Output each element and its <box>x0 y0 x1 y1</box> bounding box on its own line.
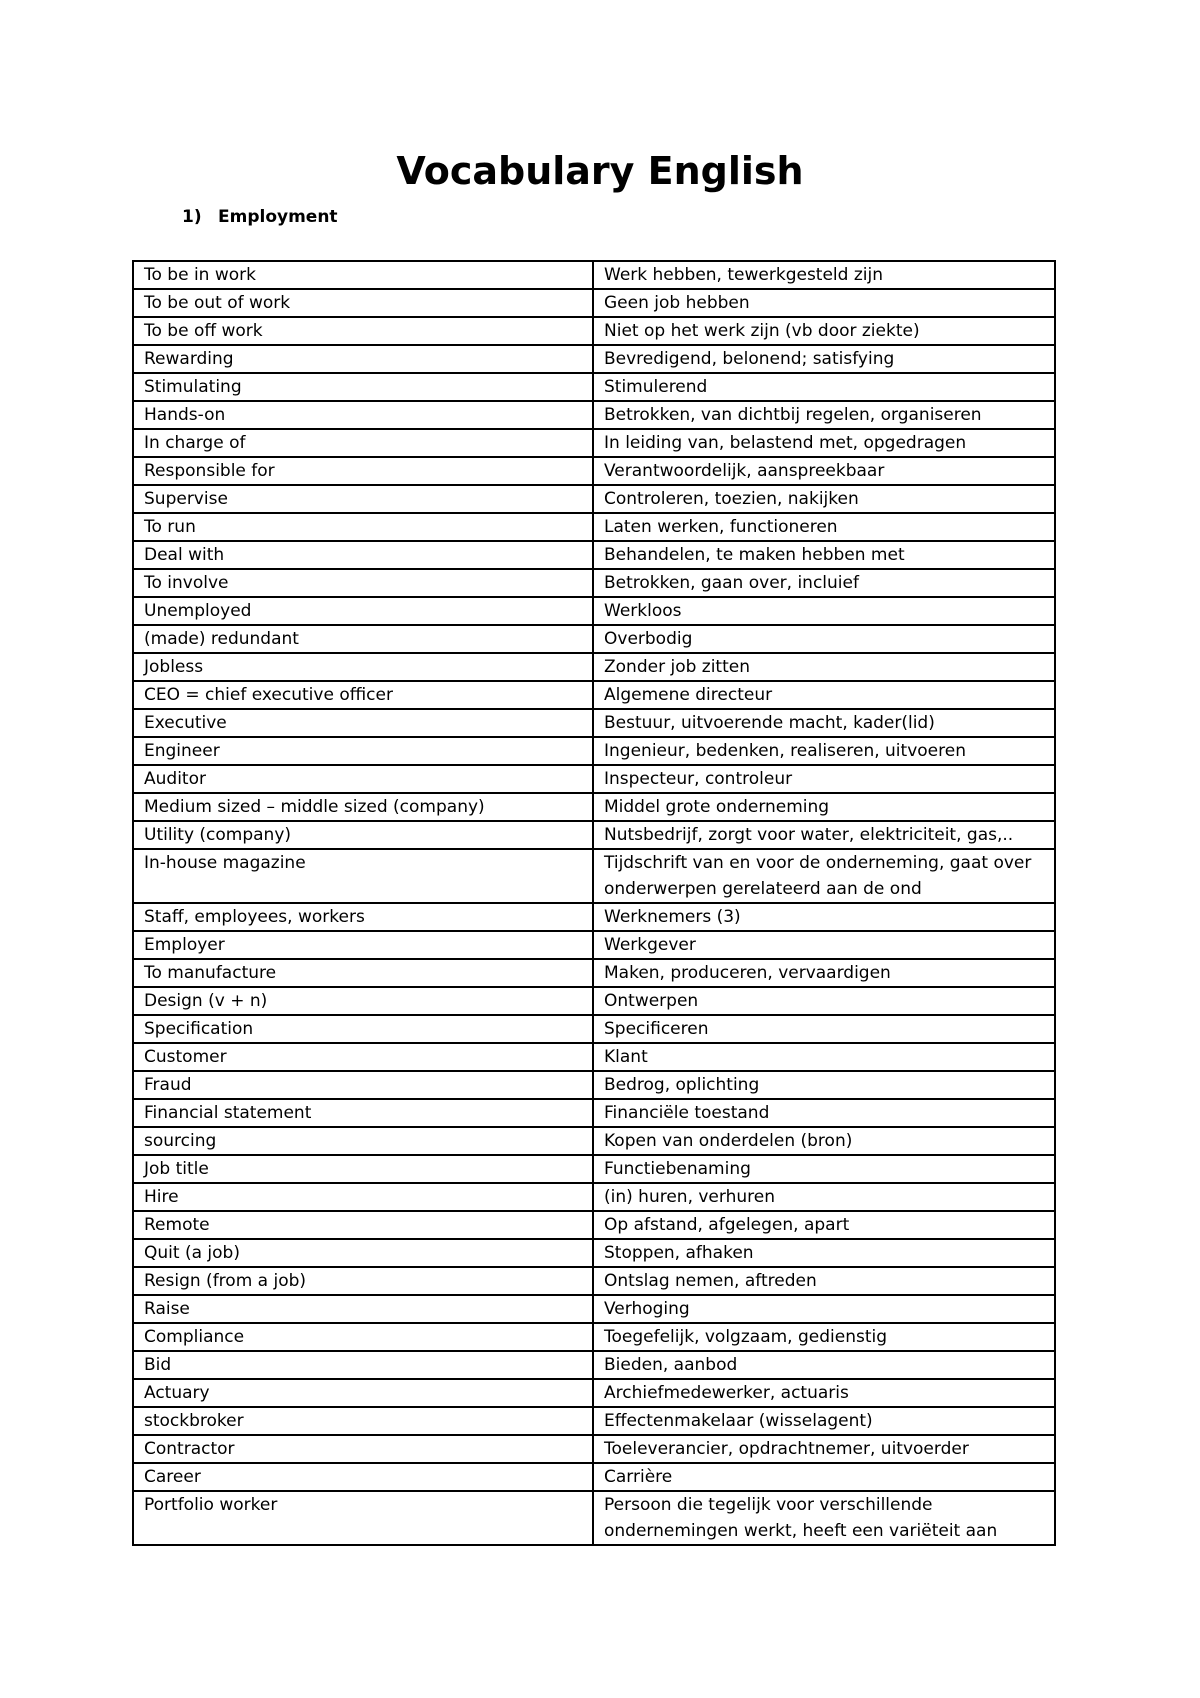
english-term: To manufacture <box>133 959 593 987</box>
table-row <box>133 345 1055 373</box>
english-term: Hands-on <box>133 401 593 429</box>
dutch-translation: Middel grote onderneming <box>593 793 1055 821</box>
table-row <box>133 457 1055 485</box>
dutch-translation: Ontslag nemen, aftreden <box>593 1267 1055 1295</box>
dutch-translation: Financiële toestand <box>593 1099 1055 1127</box>
english-term: CEO = chief executive officer <box>133 681 593 709</box>
table-row <box>133 1099 1055 1127</box>
dutch-translation: (in) huren, verhuren <box>593 1183 1055 1211</box>
dutch-translation: Ontwerpen <box>593 987 1055 1015</box>
english-term: Deal with <box>133 541 593 569</box>
english-term: Remote <box>133 1211 593 1239</box>
vocabulary-table <box>132 260 1056 1546</box>
table-row <box>133 1239 1055 1267</box>
dutch-translation: Op afstand, afgelegen, apart <box>593 1211 1055 1239</box>
english-term: Fraud <box>133 1071 593 1099</box>
english-term: Employer <box>133 931 593 959</box>
dutch-translation: Maken, produceren, vervaardigen <box>593 959 1055 987</box>
dutch-translation: Controleren, toezien, nakijken <box>593 485 1055 513</box>
table-row <box>133 1491 1055 1545</box>
table-row <box>133 1379 1055 1407</box>
english-term: Rewarding <box>133 345 593 373</box>
english-term: stockbroker <box>133 1407 593 1435</box>
table-row <box>133 1183 1055 1211</box>
dutch-translation: Bevredigend, belonend; satisfying <box>593 345 1055 373</box>
table-row <box>133 317 1055 345</box>
english-term: Actuary <box>133 1379 593 1407</box>
english-term: Unemployed <box>133 597 593 625</box>
dutch-translation: Werknemers (3) <box>593 903 1055 931</box>
table-row <box>133 987 1055 1015</box>
dutch-translation: Effectenmakelaar (wisselagent) <box>593 1407 1055 1435</box>
table-row <box>133 597 1055 625</box>
english-term: Design (v + n) <box>133 987 593 1015</box>
english-term: Medium sized – middle sized (company) <box>133 793 593 821</box>
dutch-translation: Inspecteur, controleur <box>593 765 1055 793</box>
table-row <box>133 1351 1055 1379</box>
section-title: Employment <box>218 207 338 227</box>
dutch-translation: Carrière <box>593 1463 1055 1491</box>
dutch-translation: Persoon die tegelijk voor verschillende ondernemingen werkt, heeft een variëteit aan <box>593 1491 1055 1545</box>
english-term: Quit (a job) <box>133 1239 593 1267</box>
table-row <box>133 737 1055 765</box>
table-row <box>133 1407 1055 1435</box>
table-row <box>133 1267 1055 1295</box>
table-row <box>133 1323 1055 1351</box>
table-row <box>133 821 1055 849</box>
table-row <box>133 903 1055 931</box>
dutch-translation: In leiding van, belastend met, opgedragen <box>593 429 1055 457</box>
english-term: (made) redundant <box>133 625 593 653</box>
table-row <box>133 681 1055 709</box>
table-row <box>133 765 1055 793</box>
dutch-translation: Ingenieur, bedenken, realiseren, uitvoeren <box>593 737 1055 765</box>
table-row <box>133 931 1055 959</box>
english-term: Resign (from a job) <box>133 1267 593 1295</box>
dutch-translation: Laten werken, functioneren <box>593 513 1055 541</box>
section-number: 1) <box>182 207 202 227</box>
table-row <box>133 1071 1055 1099</box>
table-row <box>133 261 1055 289</box>
english-term: To run <box>133 513 593 541</box>
dutch-translation: Betrokken, van dichtbij regelen, organiseren <box>593 401 1055 429</box>
english-term: To be in work <box>133 261 593 289</box>
dutch-translation: Zonder job zitten <box>593 653 1055 681</box>
table-row <box>133 373 1055 401</box>
document-title: Vocabulary English <box>396 149 804 193</box>
dutch-translation: Tijdschrift van en voor de onderneming, gaat over onderwerpen gerelateerd aan de ond <box>593 849 1055 903</box>
dutch-translation: Geen job hebben <box>593 289 1055 317</box>
dutch-translation: Bestuur, uitvoerende macht, kader(lid) <box>593 709 1055 737</box>
english-term: Stimulating <box>133 373 593 401</box>
table-row <box>133 569 1055 597</box>
dutch-translation: Stimulerend <box>593 373 1055 401</box>
dutch-translation: Toegefelijk, volgzaam, gedienstig <box>593 1323 1055 1351</box>
table-row <box>133 1043 1055 1071</box>
english-term: Staff, employees, workers <box>133 903 593 931</box>
dutch-translation: Bedrog, oplichting <box>593 1071 1055 1099</box>
table-row <box>133 625 1055 653</box>
english-term: sourcing <box>133 1127 593 1155</box>
dutch-translation: Niet op het werk zijn (vb door ziekte) <box>593 317 1055 345</box>
dutch-translation: Klant <box>593 1043 1055 1071</box>
english-term: Engineer <box>133 737 593 765</box>
english-term: To involve <box>133 569 593 597</box>
table-row <box>133 1435 1055 1463</box>
english-term: To be out of work <box>133 289 593 317</box>
dutch-translation: Werk hebben, tewerkgesteld zijn <box>593 261 1055 289</box>
dutch-translation: Betrokken, gaan over, incluief <box>593 569 1055 597</box>
table-row <box>133 1295 1055 1323</box>
table-row <box>133 959 1055 987</box>
dutch-translation: Kopen van onderdelen (bron) <box>593 1127 1055 1155</box>
english-term: Job title <box>133 1155 593 1183</box>
table-row <box>133 541 1055 569</box>
vocabulary-table-body <box>133 261 1055 1545</box>
english-term: Raise <box>133 1295 593 1323</box>
dutch-translation: Overbodig <box>593 625 1055 653</box>
table-row <box>133 1015 1055 1043</box>
english-term: Jobless <box>133 653 593 681</box>
english-term: Utility (company) <box>133 821 593 849</box>
english-term: Auditor <box>133 765 593 793</box>
dutch-translation: Verantwoordelijk, aanspreekbaar <box>593 457 1055 485</box>
dutch-translation: Archiefmedewerker, actuaris <box>593 1379 1055 1407</box>
dutch-translation: Stoppen, afhaken <box>593 1239 1055 1267</box>
english-term: Portfolio worker <box>133 1491 593 1545</box>
table-row <box>133 1211 1055 1239</box>
english-term: Career <box>133 1463 593 1491</box>
english-term: Contractor <box>133 1435 593 1463</box>
english-term: Financial statement <box>133 1099 593 1127</box>
dutch-translation: Werkloos <box>593 597 1055 625</box>
table-row <box>133 289 1055 317</box>
english-term: Specification <box>133 1015 593 1043</box>
table-row <box>133 401 1055 429</box>
dutch-translation: Algemene directeur <box>593 681 1055 709</box>
english-term: Bid <box>133 1351 593 1379</box>
table-row <box>133 1463 1055 1491</box>
table-row <box>133 849 1055 903</box>
english-term: Hire <box>133 1183 593 1211</box>
table-row <box>133 709 1055 737</box>
english-term: To be off work <box>133 317 593 345</box>
table-row <box>133 513 1055 541</box>
english-term: In-house magazine <box>133 849 593 903</box>
dutch-translation: Specificeren <box>593 1015 1055 1043</box>
dutch-translation: Nutsbedrijf, zorgt voor water, elektriciteit, gas,.. <box>593 821 1055 849</box>
section-heading <box>182 206 338 228</box>
english-term: In charge of <box>133 429 593 457</box>
english-term: Customer <box>133 1043 593 1071</box>
english-term: Compliance <box>133 1323 593 1351</box>
table-row <box>133 793 1055 821</box>
dutch-translation: Werkgever <box>593 931 1055 959</box>
table-row <box>133 1155 1055 1183</box>
table-row <box>133 429 1055 457</box>
dutch-translation: Bieden, aanbod <box>593 1351 1055 1379</box>
english-term: Executive <box>133 709 593 737</box>
table-row <box>133 1127 1055 1155</box>
english-term: Responsible for <box>133 457 593 485</box>
dutch-translation: Behandelen, te maken hebben met <box>593 541 1055 569</box>
dutch-translation: Toeleverancier, opdrachtnemer, uitvoerder <box>593 1435 1055 1463</box>
table-row <box>133 485 1055 513</box>
english-term: Supervise <box>133 485 593 513</box>
dutch-translation: Verhoging <box>593 1295 1055 1323</box>
table-row <box>133 653 1055 681</box>
dutch-translation: Functiebenaming <box>593 1155 1055 1183</box>
